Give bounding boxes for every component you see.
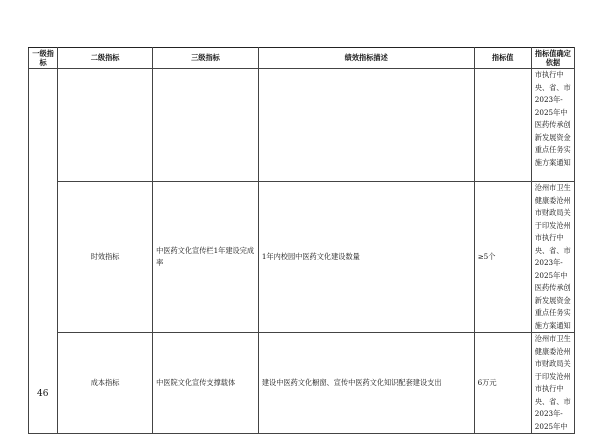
cell-level1	[29, 69, 58, 434]
basis-text: 市执行中 央、省、市 2023年- 2025年中 医药传承创 新发展资金 重点任务实 施方案通知	[534, 70, 571, 167]
header-value: 指标值	[474, 48, 531, 69]
cell-level3: 中医药文化宣传栏1年建设完成率	[153, 182, 259, 333]
cell-level2: 时效指标	[58, 182, 153, 333]
table-row	[29, 333, 575, 434]
performance-indicator-table	[28, 47, 575, 434]
header-level1: 一级指标	[29, 48, 58, 69]
header-level2: 二级指标	[58, 48, 153, 69]
table-row	[29, 69, 575, 182]
header-description: 绩效指标描述	[258, 48, 474, 69]
cell-basis	[531, 182, 574, 333]
cell-level2: 成本指标	[58, 333, 153, 434]
table-row	[29, 182, 575, 333]
cell-value: 6万元	[474, 333, 531, 434]
cell-basis	[531, 69, 574, 182]
cell-description: 1年内校园中医药文化建设数量	[258, 182, 474, 333]
cell-level3: 中医院文化宣传支撑载体	[153, 333, 259, 434]
cell-level3	[153, 69, 259, 182]
cell-value	[474, 69, 531, 182]
cell-value: ≥5个	[474, 182, 531, 333]
table-header-row	[29, 48, 575, 69]
header-level3: 三级指标	[153, 48, 259, 69]
cell-description: 建设中医药文化橱窗、宣传中医药文化知识配套建设支出	[258, 333, 474, 434]
cell-level2	[58, 69, 153, 182]
cell-basis	[531, 333, 574, 434]
cell-description	[258, 69, 474, 182]
basis-text: 沧州市卫生 健康委沧州 市财政局关 于印发沧州 市执行中 央、省、市 2023年- 2025年中	[534, 334, 571, 431]
page-number: 46	[37, 389, 49, 399]
header-basis: 指标值确定依据	[531, 48, 574, 69]
basis-text: 沧州市卫生 健康委沧州 市财政局关 于印发沧州 市执行中 央、省、市 2023年- 2025年中 医药传承创 新发展资金 重点任务实 施方案通知	[534, 183, 571, 330]
